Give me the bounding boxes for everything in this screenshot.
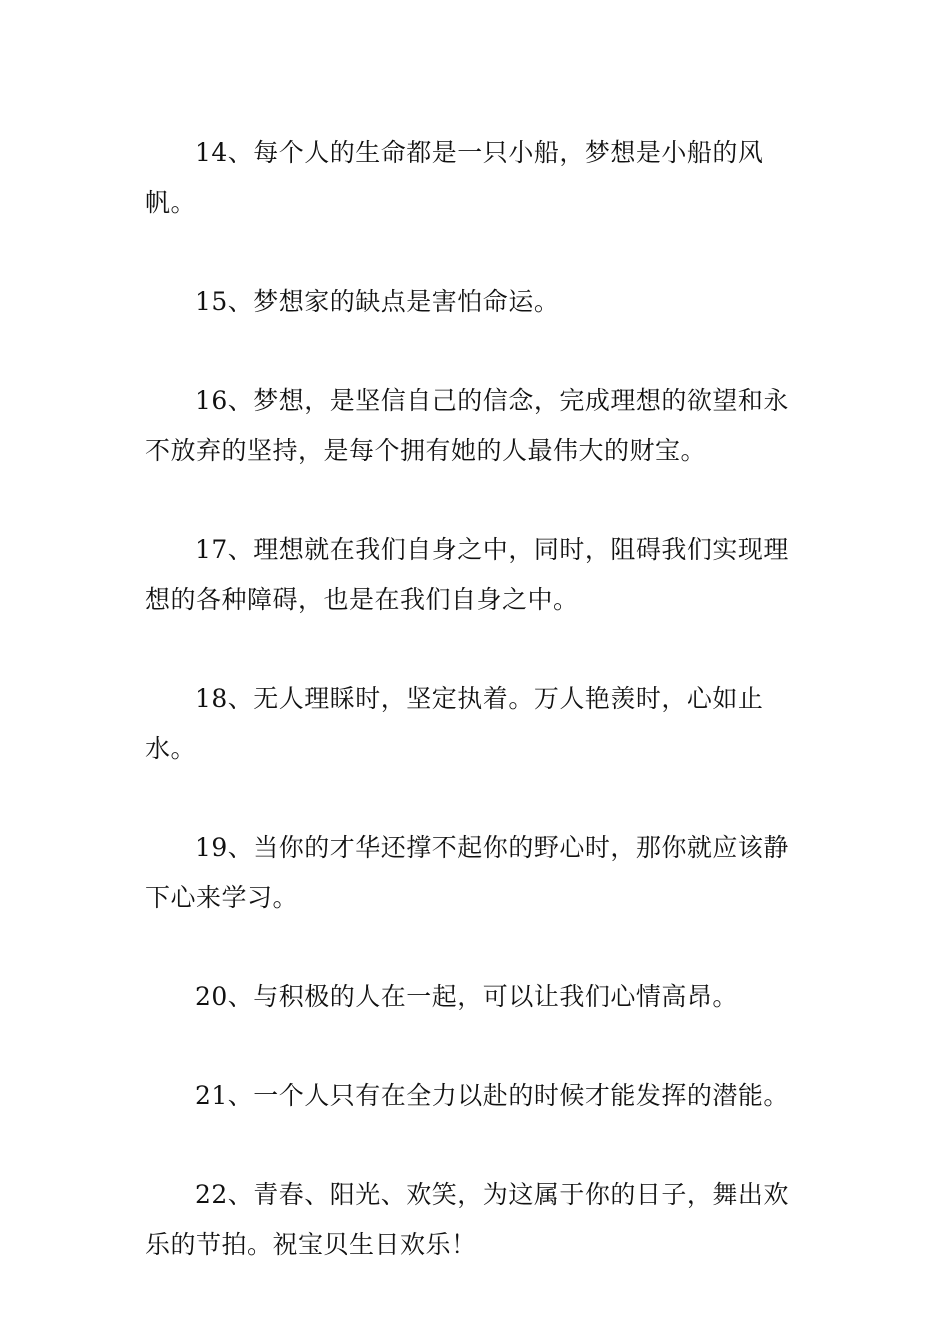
paragraph-18: 18、无人理睬时，坚定执着。万人艳羡时，心如止水。 xyxy=(145,684,764,763)
paragraph-17: 17、理想就在我们自身之中，同时，阻碍我们实现理想的各种障碍，也是在我们自身之中。 xyxy=(145,535,789,614)
paragraph-16: 16、梦想，是坚信自己的信念，完成理想的欲望和永不放弃的坚持，是每个拥有她的人最伟大的财宝。 xyxy=(145,386,789,465)
paragraph-14: 14、每个人的生命都是一只小船，梦想是小船的风帆。 xyxy=(145,138,764,217)
paragraph-22: 22、青春、阳光、欢笑，为这属于你的日子，舞出欢乐的节拍。祝宝贝生日欢乐！ xyxy=(145,1180,789,1259)
paragraph-20: 20、与积极的人在一起，可以让我们心情高昂。 xyxy=(195,982,738,1011)
paragraph-19: 19、当你的才华还撑不起你的野心时，那你就应该静下心来学习。 xyxy=(145,833,789,912)
paragraph-21: 21、一个人只有在全力以赴的时候才能发挥的潜能。 xyxy=(195,1081,789,1110)
paragraph-15: 15、梦想家的缺点是害怕命运。 xyxy=(195,287,560,316)
